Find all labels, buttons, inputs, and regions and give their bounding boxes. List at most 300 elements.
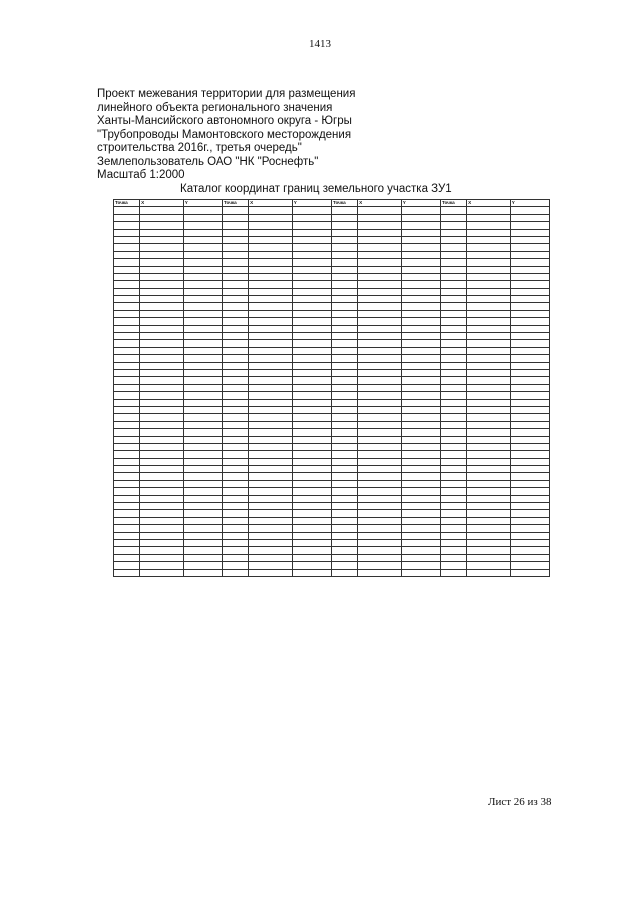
table-cell (222, 244, 248, 251)
column-header: Точка (440, 200, 466, 207)
table-cell (292, 207, 331, 214)
table-cell (401, 384, 440, 391)
table-cell (114, 458, 140, 465)
table-cell (249, 370, 293, 377)
table-cell (114, 517, 140, 524)
table-cell (331, 222, 357, 229)
table-cell (140, 399, 184, 406)
table-cell (292, 214, 331, 221)
table-cell (440, 333, 466, 340)
table-cell (222, 473, 248, 480)
table-cell (292, 296, 331, 303)
table-cell (331, 406, 357, 413)
table-cell (249, 347, 293, 354)
table-cell (467, 214, 511, 221)
table-cell (140, 207, 184, 214)
table-cell (249, 318, 293, 325)
table-cell (292, 266, 331, 273)
table-cell (183, 466, 222, 473)
table-cell (249, 406, 293, 413)
table-cell (358, 488, 402, 495)
table-cell (140, 273, 184, 280)
table-cell (222, 236, 248, 243)
table-cell (331, 525, 357, 532)
table-cell (249, 384, 293, 391)
table-cell (140, 525, 184, 532)
table-cell (467, 392, 511, 399)
table-cell (331, 547, 357, 554)
table-cell (140, 451, 184, 458)
table-cell (222, 562, 248, 569)
table-cell (510, 303, 549, 310)
table-cell (222, 517, 248, 524)
table-cell (467, 458, 511, 465)
table-cell (510, 207, 549, 214)
table-cell (467, 554, 511, 561)
table-cell (249, 325, 293, 332)
table-cell (249, 421, 293, 428)
table-cell (249, 355, 293, 362)
table-cell (292, 377, 331, 384)
table-cell (510, 266, 549, 273)
table-cell (358, 562, 402, 569)
table-cell (510, 340, 549, 347)
table-cell (140, 421, 184, 428)
table-cell (440, 310, 466, 317)
table-cell (440, 547, 466, 554)
table-cell (467, 466, 511, 473)
table-cell (183, 281, 222, 288)
table-cell (401, 370, 440, 377)
table-cell (249, 473, 293, 480)
table-cell (358, 355, 402, 362)
table-cell (331, 333, 357, 340)
table-cell (440, 340, 466, 347)
table-row (114, 503, 550, 510)
table-cell (467, 539, 511, 546)
table-cell (249, 236, 293, 243)
table-cell (292, 436, 331, 443)
table-cell (401, 273, 440, 280)
table-cell (331, 207, 357, 214)
table-cell (440, 318, 466, 325)
table-cell (183, 480, 222, 487)
table-cell (331, 384, 357, 391)
table-cell (292, 399, 331, 406)
table-cell (140, 443, 184, 450)
table-cell (401, 296, 440, 303)
table-cell (510, 569, 549, 576)
table-cell (114, 259, 140, 266)
table-cell (222, 443, 248, 450)
table-cell (183, 451, 222, 458)
table-cell (467, 355, 511, 362)
table-cell (440, 384, 466, 391)
table-cell (358, 458, 402, 465)
table-cell (510, 222, 549, 229)
table-cell (358, 214, 402, 221)
table-cell (510, 281, 549, 288)
table-cell (510, 436, 549, 443)
table-row (114, 296, 550, 303)
table-cell (183, 288, 222, 295)
table-cell (114, 443, 140, 450)
table-cell (510, 399, 549, 406)
table-row (114, 414, 550, 421)
table-body (114, 207, 550, 577)
table-cell (183, 222, 222, 229)
table-cell (440, 355, 466, 362)
table-cell (358, 325, 402, 332)
table-cell (222, 370, 248, 377)
table-cell (467, 377, 511, 384)
table-cell (292, 517, 331, 524)
table-cell (183, 229, 222, 236)
table-cell (222, 273, 248, 280)
table-row (114, 458, 550, 465)
table-cell (183, 310, 222, 317)
table-cell (510, 547, 549, 554)
table-cell (510, 488, 549, 495)
table-row (114, 303, 550, 310)
page-number: 1413 (309, 38, 331, 50)
table-row (114, 517, 550, 524)
table-cell (401, 340, 440, 347)
table-cell (292, 244, 331, 251)
table-cell (510, 406, 549, 413)
table-cell (249, 517, 293, 524)
table-cell (401, 399, 440, 406)
table-cell (114, 429, 140, 436)
table-row (114, 399, 550, 406)
table-cell (401, 303, 440, 310)
table-cell (140, 362, 184, 369)
table-cell (292, 333, 331, 340)
table-cell (510, 384, 549, 391)
table-cell (183, 399, 222, 406)
table-cell (401, 458, 440, 465)
project-title (97, 88, 397, 183)
table-cell (467, 451, 511, 458)
table-cell (331, 458, 357, 465)
table-cell (140, 296, 184, 303)
table-cell (114, 421, 140, 428)
table-cell (331, 251, 357, 258)
table-cell (140, 517, 184, 524)
table-cell (222, 266, 248, 273)
table-row (114, 406, 550, 413)
table-cell (292, 532, 331, 539)
table-cell (140, 236, 184, 243)
table-cell (440, 288, 466, 295)
table-cell (510, 495, 549, 502)
table-cell (510, 214, 549, 221)
table-cell (467, 503, 511, 510)
table-cell (467, 318, 511, 325)
table-cell (440, 236, 466, 243)
table-cell (183, 517, 222, 524)
table-cell (440, 303, 466, 310)
table-cell (249, 554, 293, 561)
table-cell (440, 503, 466, 510)
table-cell (114, 207, 140, 214)
table-row (114, 384, 550, 391)
table-row (114, 288, 550, 295)
table-cell (401, 236, 440, 243)
table-cell (401, 539, 440, 546)
table-cell (401, 207, 440, 214)
table-cell (510, 251, 549, 258)
table-cell (401, 554, 440, 561)
table-cell (140, 355, 184, 362)
table-cell (114, 355, 140, 362)
table-cell (222, 503, 248, 510)
table-cell (249, 229, 293, 236)
table-cell (222, 466, 248, 473)
table-cell (401, 251, 440, 258)
table-cell (467, 347, 511, 354)
table-cell (183, 547, 222, 554)
table-cell (467, 547, 511, 554)
table-cell (249, 458, 293, 465)
table-cell (510, 503, 549, 510)
table-cell (249, 296, 293, 303)
table-cell (358, 347, 402, 354)
table-cell (331, 473, 357, 480)
table-cell (401, 421, 440, 428)
table-cell (183, 214, 222, 221)
table-cell (331, 340, 357, 347)
table-cell (510, 318, 549, 325)
column-header: X (140, 200, 184, 207)
table-cell (292, 414, 331, 421)
table-cell (510, 554, 549, 561)
table-row (114, 310, 550, 317)
table-cell (249, 333, 293, 340)
table-cell (140, 480, 184, 487)
table-cell (440, 443, 466, 450)
table-cell (249, 466, 293, 473)
table-cell (140, 554, 184, 561)
table-cell (292, 288, 331, 295)
table-cell (358, 362, 402, 369)
table-cell (249, 392, 293, 399)
table-cell (358, 539, 402, 546)
table-row (114, 347, 550, 354)
table-cell (467, 421, 511, 428)
table-cell (222, 451, 248, 458)
table-cell (249, 222, 293, 229)
table-cell (249, 310, 293, 317)
table-cell (440, 510, 466, 517)
table-cell (140, 370, 184, 377)
table-cell (249, 429, 293, 436)
table-cell (358, 569, 402, 576)
table-cell (183, 236, 222, 243)
table-cell (401, 495, 440, 502)
table-cell (249, 539, 293, 546)
table-cell (292, 554, 331, 561)
table-row (114, 466, 550, 473)
table-cell (183, 333, 222, 340)
table-row (114, 236, 550, 243)
table-cell (292, 222, 331, 229)
table-cell (401, 355, 440, 362)
table-row (114, 547, 550, 554)
table-cell (331, 503, 357, 510)
table-cell (114, 436, 140, 443)
table-cell (510, 229, 549, 236)
table-cell (440, 325, 466, 332)
table-cell (440, 569, 466, 576)
table-cell (222, 488, 248, 495)
table-cell (222, 436, 248, 443)
table-cell (222, 229, 248, 236)
table-cell (249, 547, 293, 554)
table-cell (249, 377, 293, 384)
table-cell (114, 273, 140, 280)
table-cell (292, 229, 331, 236)
table-cell (440, 259, 466, 266)
column-header: Точка (114, 200, 140, 207)
table-cell (401, 562, 440, 569)
table-cell (249, 399, 293, 406)
table-cell (249, 266, 293, 273)
table-cell (467, 259, 511, 266)
table-cell (331, 414, 357, 421)
table-cell (440, 281, 466, 288)
table-cell (292, 273, 331, 280)
table-cell (114, 296, 140, 303)
table-cell (467, 310, 511, 317)
table-row (114, 429, 550, 436)
table-cell (183, 562, 222, 569)
table-cell (114, 414, 140, 421)
table-cell (183, 362, 222, 369)
table-cell (222, 554, 248, 561)
table-cell (114, 466, 140, 473)
table-cell (467, 443, 511, 450)
table-cell (510, 392, 549, 399)
table-row (114, 325, 550, 332)
table-cell (292, 392, 331, 399)
table-cell (222, 384, 248, 391)
table-cell (401, 310, 440, 317)
table-cell (510, 273, 549, 280)
table-cell (183, 532, 222, 539)
table-cell (401, 473, 440, 480)
table-cell (292, 251, 331, 258)
table-cell (249, 362, 293, 369)
table-cell (114, 525, 140, 532)
table-row (114, 436, 550, 443)
table-cell (358, 273, 402, 280)
table-cell (249, 414, 293, 421)
table-cell (401, 288, 440, 295)
table-cell (183, 554, 222, 561)
table-cell (510, 310, 549, 317)
table-cell (510, 466, 549, 473)
table-cell (292, 495, 331, 502)
table-cell (331, 436, 357, 443)
table-cell (249, 525, 293, 532)
table-cell (292, 370, 331, 377)
table-cell (292, 259, 331, 266)
table-cell (249, 503, 293, 510)
table-cell (358, 525, 402, 532)
table-cell (510, 296, 549, 303)
table-cell (440, 554, 466, 561)
table-cell (358, 466, 402, 473)
table-cell (183, 458, 222, 465)
table-cell (510, 377, 549, 384)
table-cell (114, 562, 140, 569)
table-row (114, 421, 550, 428)
catalog-title: Каталог координат границ земельного участка ЗУ1 (180, 183, 452, 195)
table-cell (222, 303, 248, 310)
table-row (114, 510, 550, 517)
table-row (114, 244, 550, 251)
table-cell (510, 458, 549, 465)
table-cell (358, 406, 402, 413)
table-header-row (114, 200, 550, 207)
column-header: Y (510, 200, 549, 207)
table-cell (440, 525, 466, 532)
table-cell (440, 517, 466, 524)
table-cell (510, 451, 549, 458)
table-cell (440, 229, 466, 236)
table-cell (401, 333, 440, 340)
table-cell (222, 510, 248, 517)
table-cell (292, 340, 331, 347)
table-cell (440, 458, 466, 465)
table-cell (292, 466, 331, 473)
table-cell (467, 236, 511, 243)
table-cell (114, 495, 140, 502)
table-row (114, 443, 550, 450)
table-cell (114, 214, 140, 221)
table-cell (183, 488, 222, 495)
table-cell (222, 525, 248, 532)
table-cell (249, 495, 293, 502)
table-cell (183, 510, 222, 517)
table-cell (249, 244, 293, 251)
table-cell (249, 288, 293, 295)
table-cell (222, 222, 248, 229)
table-cell (510, 259, 549, 266)
table-row (114, 532, 550, 539)
table-cell (358, 296, 402, 303)
table-cell (140, 488, 184, 495)
table-cell (401, 488, 440, 495)
table-cell (401, 503, 440, 510)
table-cell (440, 266, 466, 273)
table-cell (114, 229, 140, 236)
table-cell (222, 288, 248, 295)
table-cell (114, 488, 140, 495)
table-row (114, 569, 550, 576)
table-cell (292, 347, 331, 354)
table-cell (358, 443, 402, 450)
table-cell (292, 406, 331, 413)
table-cell (510, 370, 549, 377)
table-cell (467, 370, 511, 377)
table-cell (358, 421, 402, 428)
table-cell (183, 384, 222, 391)
table-cell (510, 362, 549, 369)
table-cell (467, 281, 511, 288)
table-cell (331, 429, 357, 436)
